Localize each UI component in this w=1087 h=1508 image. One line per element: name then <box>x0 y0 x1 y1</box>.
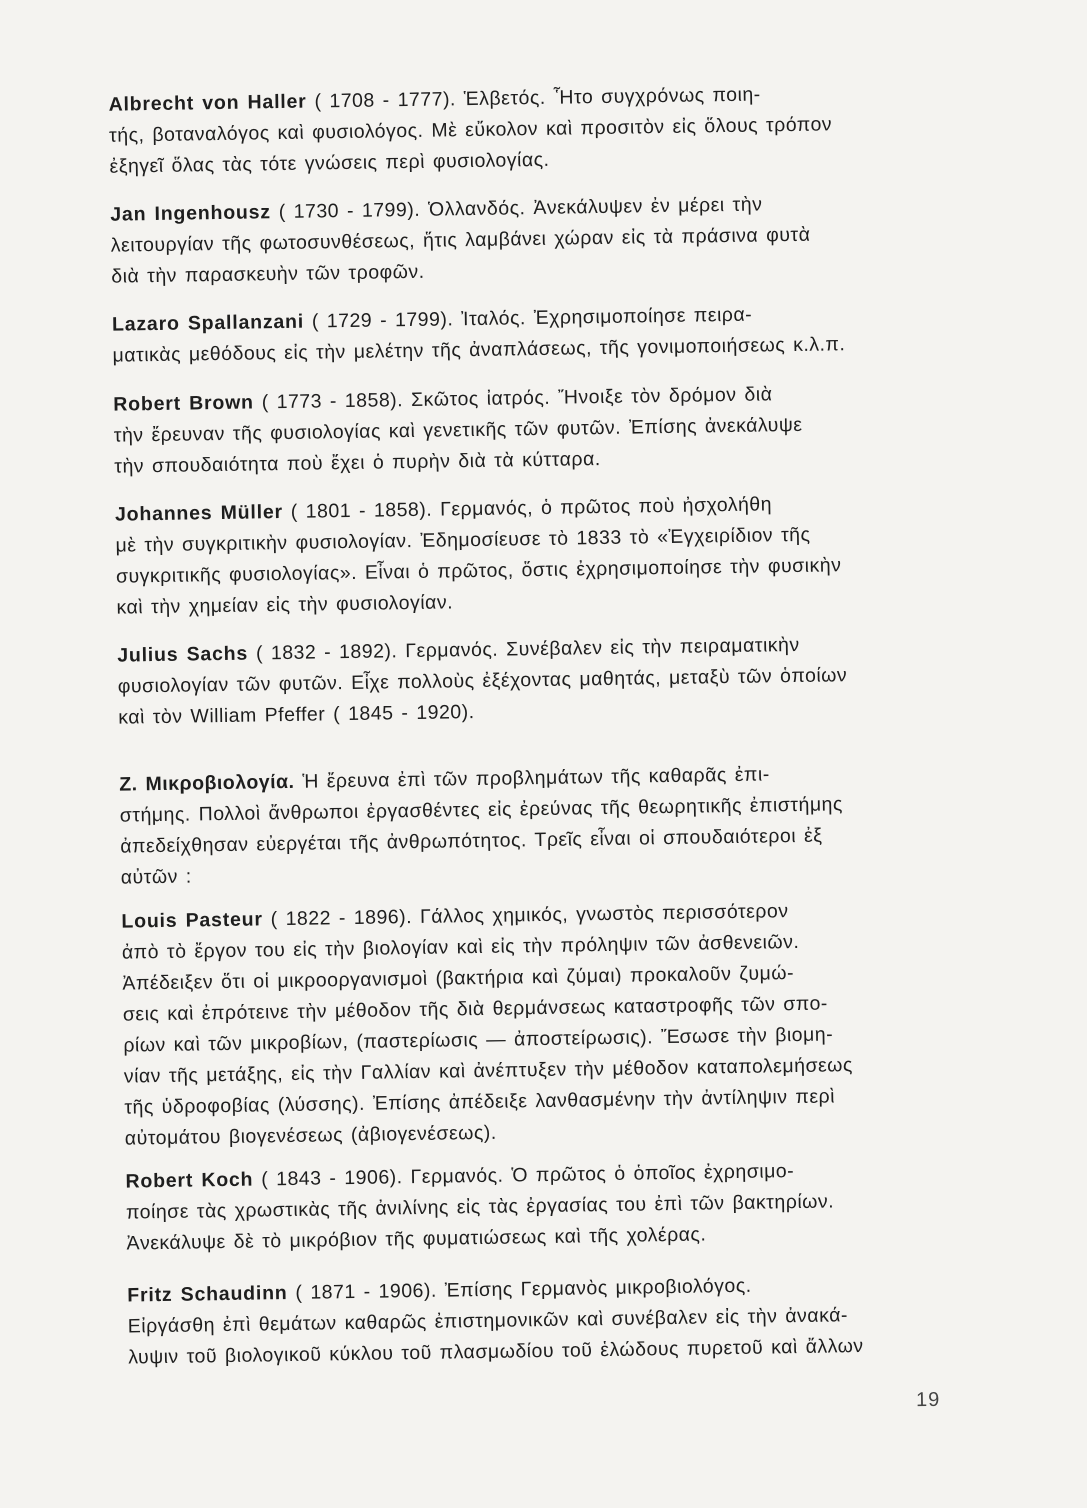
entry-line: ἐξηγεῖ ὅλας τὰς τότε γνώσεις περὶ φυσιολογίας. <box>109 148 550 178</box>
entry-line: τὴν σπουδαιότητα ποὺ ἔχει ὁ πυρὴν διὰ τὰ κύτταρα. <box>114 448 601 478</box>
entry-robert-brown <box>113 380 943 478</box>
entry-line: νίαν τῆς μετάξης, εἰς τὴν Γαλλίαν καὶ ἀνέπτυξεν τὴν μέθοδον καταπολεμήσεως <box>123 1054 853 1088</box>
section-heading: Z. Μικροβιολογία. <box>119 770 295 796</box>
entry-line: φυσιολογίαν τῶν φυτῶν. Εἶχε πολλοὺς ἐξέχοντας μαθητάς, μεταξὺ τῶν ὁποίων <box>117 664 848 698</box>
entry-line <box>119 762 770 796</box>
entry-text: ( 1843 - 1906). Γερμανός. Ὁ πρῶτος ὁ ὁποῖος ἐχρησιμο- <box>253 1160 795 1191</box>
page-number: 19 <box>915 1388 941 1412</box>
entry-line: μὲ τὴν συγκριτικὴν φυσιολογίαν. Ἐδημοσίευσε τὸ 1833 τὸ «Ἐγχειρίδιον τῆς <box>115 523 811 557</box>
entry-line <box>110 192 762 226</box>
entry-line: τής, βοταναλόγος καὶ φυσιολόγος. Μὲ εὔκολον καὶ προσιτὸν εἰς ὅλους τρόπον <box>108 113 833 147</box>
entry-line <box>113 382 772 416</box>
entry-line: λυψιν τοῦ βιολογικοῦ κύκλου τοῦ πλασμωδίου τοῦ ἑλώδους πυρετοῦ καὶ ἄλλων <box>128 1334 864 1369</box>
entry-line: αὐτομάτου βιογενέσεως (ἀβιογενέσεως). <box>124 1121 497 1150</box>
person-name: Louis Pasteur <box>121 908 263 933</box>
entry-text: ( 1832 - 1892). Γερμανός. Συνέβαλεν εἰς τὴν πειραματικὴν <box>247 633 800 665</box>
entry-line: ματικὰς μεθόδους εἰς τὴν μελέτην τῆς ἀναπλάσεως, τῆς γονιμοποιήσεως κ.λ.π. <box>112 333 846 367</box>
entry-julius-sachs <box>117 631 947 729</box>
entry-text: ( 1729 - 1799). Ἰταλός. Ἐχρησιμοποίησε πειρα- <box>303 303 753 333</box>
person-name: Albrecht von Haller <box>108 90 307 116</box>
entry-line: συγκριτικῆς φυσιολογίας». Εἶναι ὁ πρῶτος, ὅστις ἐχρησιμοποίησε τὴν φυσικὴν <box>115 554 842 588</box>
entry-albrecht-von-haller <box>108 80 938 178</box>
entry-line: Ἀνεκάλυψε δὲ τὸ μικρόβιον τῆς φυματιώσεως καὶ τῆς χολέρας. <box>126 1223 707 1255</box>
entry-jan-ingenhousz <box>110 190 940 288</box>
entry-line: λειτουργίαν τῆς φωτοσυνθέσεως, ἥτις λαμβάνει χώραν εἰς τὰ πράσινα φυτὰ <box>110 223 811 257</box>
entry-robert-koch <box>125 1157 955 1255</box>
entry-line: ποίησε τὰς χρωστικὰς τῆς ἀνιλίνης εἰς τὰς ἐργασίας του ἐπὶ τῶν βακτηρίων. <box>125 1190 835 1224</box>
entry-line: ρίων καὶ τῶν μικροβίων, (παστερίωσις — ἀποστείρωσις). Ἔσωσε τὴν βιομη- <box>123 1023 834 1057</box>
person-name: Fritz Schaudinn <box>127 1282 288 1307</box>
entry-louis-pasteur <box>121 897 951 1150</box>
entry-line <box>115 492 772 526</box>
entry-line <box>112 303 753 337</box>
person-name: Lazaro Spallanzani <box>111 310 305 336</box>
person-name: Robert Koch <box>125 1168 254 1193</box>
entry-text: ( 1871 - 1906). Ἐπίσης Γερμανὸς μικροβιολόγος. <box>287 1274 752 1305</box>
entry-line: αὐτῶν : <box>120 865 192 889</box>
entry-text: ( 1773 - 1858). Σκῶτος ἰατρός. Ἤνοιξε τὸν δρόμον διὰ <box>253 383 773 414</box>
entry-line <box>125 1159 794 1194</box>
entry-line <box>117 633 800 668</box>
entry-text: ( 1708 - 1777). Ἑλβετός. Ἧτο συγχρόνως ποιη- <box>306 83 761 113</box>
entry-line: σεις καὶ ἐπρότεινε τὴν μέθοδον τῆς διὰ θερμάνσεως καταστροφῆς τῶν σπο- <box>122 992 829 1026</box>
entry-text: ( 1730 - 1799). Ὁλλανδός. Ἀνεκάλυψεν ἐν μέρει τὴν <box>270 193 763 224</box>
entry-johannes-muller <box>114 490 945 619</box>
entry-line: ἀπὸ τὸ ἔργον του εἰς τὴν βιολογίαν καὶ εἰς τὴν πρόληψιν τῶν ἀσθενειῶν. <box>121 930 800 964</box>
entry-text: ( 1801 - 1858). Γερμανός, ὁ πρῶτος ποὺ ἠσχολήθη <box>282 493 773 524</box>
entry-line: τὴν ἔρευναν τῆς φυσιολογίας καὶ γενετικῆς τῶν φυτῶν. Ἐπίσης ἀνεκάλυψε <box>113 413 803 447</box>
person-name: Robert Brown <box>113 391 254 416</box>
entry-line: Ἀπέδειξεν ὅτι οἱ μικροοργανισμοὶ (βακτήρια καὶ ζύμαι) προκαλοῦν ζυμώ- <box>122 962 795 995</box>
entry-text: Ἡ ἔρευνα ἐπὶ τῶν προβλημάτων τῆς καθαρᾶς ἐπι- <box>294 763 770 793</box>
entry-fritz-schaudinn <box>127 1271 957 1369</box>
entry-line: στήμης. Πολλοὶ ἄνθρωποι ἐργασθέντες εἰς ἐρεύνας τῆς θεωρητικῆς ἐπιστήμης <box>119 793 844 827</box>
entry-line: καὶ τὴν χημείαν εἰς τὴν φυσιολογίαν. <box>116 591 454 619</box>
entry-line <box>108 82 760 116</box>
entry-line: καὶ τὸν William Pfeffer ( 1845 - 1920). <box>118 701 475 729</box>
entry-line: τῆς ὑδροφοβίας (λύσσης). Ἐπίσης ἀπέδειξε λανθασμένην τὴν ἀντίληψιν περὶ <box>124 1085 836 1119</box>
entry-line: ἀπεδείχθησαν εὐεργέται τῆς ἀνθρωπότητος. Τρεῖς εἶναι οἱ σπουδαιότεροι ἐξ <box>120 824 823 858</box>
entry-line: διὰ τὴν παρασκευὴν τῶν τροφῶν. <box>111 260 425 288</box>
person-name: Jan Ingenhousz <box>110 201 272 226</box>
entry-line <box>121 899 788 933</box>
entry-line <box>127 1274 752 1308</box>
entry-line: Εἰργάσθη ἐπὶ θεμάτων καθαρῶς ἐπιστημονικῶν καὶ συνέβαλεν εἰς τὴν ἀνακά- <box>127 1304 849 1338</box>
entry-lazaro-spallanzani <box>111 300 942 367</box>
person-name: Johannes Müller <box>114 501 284 526</box>
entry-text: ( 1822 - 1896). Γάλλος χημικός, γνωστὸς περισσότερον <box>262 900 789 931</box>
person-name: Julius Sachs <box>117 642 249 667</box>
section-microbiology <box>119 760 949 889</box>
